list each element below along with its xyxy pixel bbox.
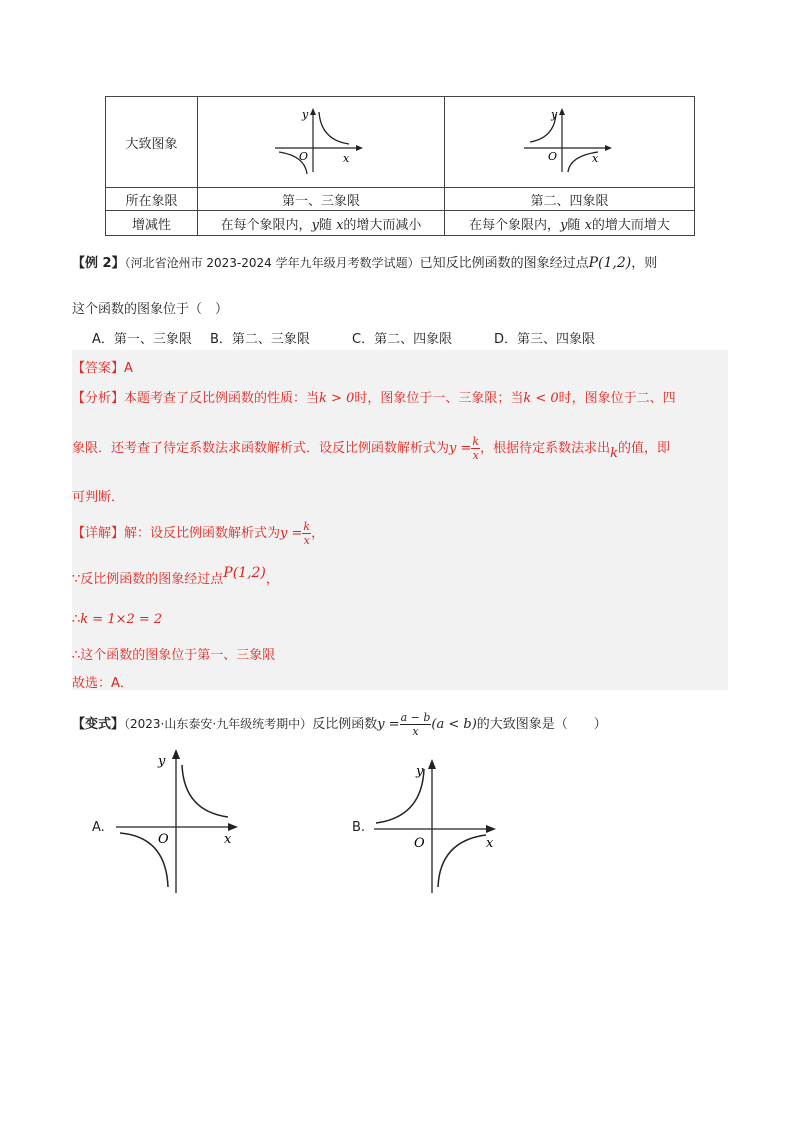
variant-stem: 【变式】（2023·山东泰安·九年级统考期中）反比例函数y = $\frac{a - b}{x}$ (a < b)的大致图象是（ ）: [72, 711, 607, 738]
row-label-quadrant: 所在象限: [106, 188, 198, 211]
graph-cell-2: [445, 97, 695, 188]
detail-line2: ∵反比例函数的图象经过点P(1,2)，: [72, 565, 279, 587]
detail-line5: 故选：A．: [72, 676, 133, 691]
row-label-monotonic: 增减性: [106, 211, 198, 236]
analysis-line3: 可判断．: [72, 490, 125, 505]
answer-line: 【答案】A: [72, 361, 133, 376]
option-b: B．第二、三象限: [210, 332, 310, 347]
graph1-o-label: O: [299, 150, 309, 163]
option-a: A．第一、三象限: [92, 332, 192, 347]
option-d: D．第三、四象限: [494, 332, 596, 347]
col1-quadrant: 第一、三象限: [198, 188, 445, 211]
graph-quadrants-2-4: [520, 106, 620, 174]
graph-a-o: O: [158, 832, 169, 847]
graph-quadrants-1-3: [271, 106, 371, 174]
example2-stem-line2: 这个函数的图象位于（ ）: [72, 302, 229, 317]
example2-stem: 【例 2】（河北省沧州市 2023-2024 学年九年级月考数学试题）已知反比例函数的图象经过点P(1,2)，则: [72, 255, 658, 271]
detail-line1: 【详解】解：设反比例函数解析式为y = $\frac{k}{x}$ ，: [72, 520, 325, 547]
graph-b-x: x: [486, 836, 494, 851]
graph-b-y: y: [416, 764, 424, 779]
detail-line3: ∴k = 1×2 = 2: [72, 612, 163, 627]
properties-table: [105, 96, 695, 236]
graph2-y-label: y: [550, 108, 557, 121]
col1-monotonic: 在每个象限内，y随 x的增大而减小: [198, 211, 445, 236]
graph1-y-label: y: [302, 108, 309, 121]
detail-line4: ∴这个函数的图象位于第一、三象限: [72, 648, 276, 663]
graph-cell-1: [198, 97, 445, 188]
analysis-line2: 象限．还考查了待定系数法求函数解析式．设反比例函数解析式为y = $\frac{k}{x}$ ，根据待定系数法求出k的值，即: [72, 435, 670, 462]
graph1-x-label: x: [343, 152, 350, 165]
variant-graph-a: [112, 745, 242, 895]
graph-a-x: x: [224, 832, 232, 847]
graph2-x-label: x: [591, 152, 598, 165]
option-c: C．第二、四象限: [352, 332, 453, 347]
graph-b-o: O: [414, 836, 425, 851]
graph-a-y: y: [158, 754, 166, 769]
row-label-image: 大致图象: [106, 97, 198, 188]
col2-quadrant: 第二、四象限: [445, 188, 695, 211]
variant-option-b-label: B.: [352, 820, 366, 835]
col2-monotonic: 在每个象限内，y随 x的增大而增大: [445, 211, 695, 236]
analysis-line1: 【分析】本题考查了反比例函数的性质：当k > 0时，图象位于一、三象限；当k < 0时，图象位于二、四: [72, 391, 676, 406]
variant-graph-b: [370, 755, 500, 895]
variant-option-a-label: A.: [92, 820, 105, 835]
graph2-o-label: O: [547, 150, 557, 163]
